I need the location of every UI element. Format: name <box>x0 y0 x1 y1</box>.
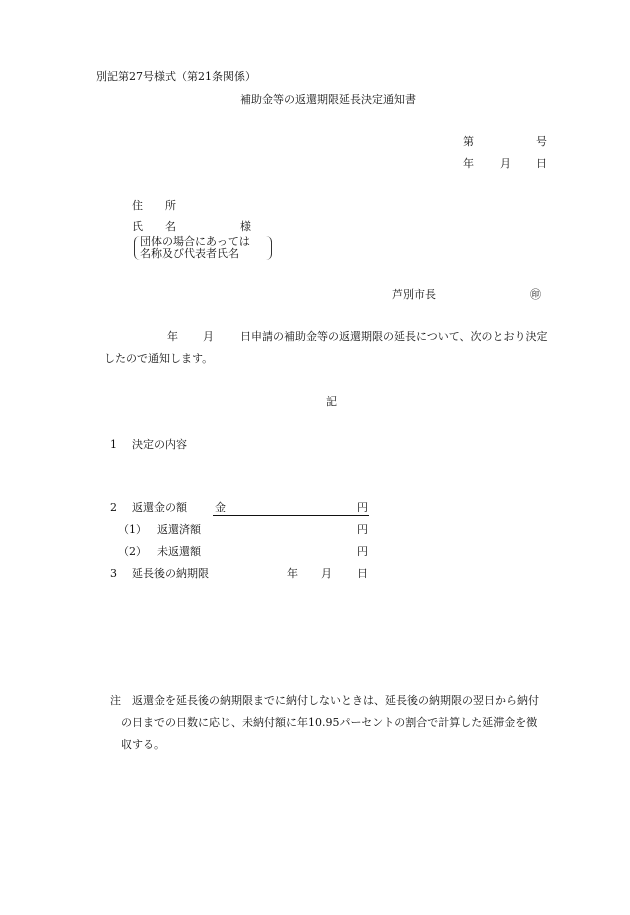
item2-kin: 金 <box>215 501 226 514</box>
date-year: 年 <box>463 157 474 170</box>
note-line2: の日までの日数に応じ、未納付額に年10.95パーセントの割合で計算した延滞金を徴 <box>121 716 538 729</box>
document-title: 補助金等の返還期限延長決定通知書 <box>240 93 416 106</box>
item3-day: 日 <box>357 567 368 580</box>
item1-number: 1 <box>110 438 117 451</box>
sub1-label: 返還済額 <box>157 523 201 536</box>
ki-heading: 記 <box>326 395 337 408</box>
item1-label: 決定の内容 <box>132 438 187 451</box>
note-line1: 返還金を延長後の納期限までに納付しないときは、延長後の納期限の翌日から納付 <box>132 694 539 707</box>
note-label: 注 <box>110 694 121 707</box>
sama-label: 様 <box>240 220 251 233</box>
seal-mark: ㊞ <box>530 288 541 301</box>
date-day: 日 <box>536 157 547 170</box>
item2-yen: 円 <box>357 501 368 514</box>
body-line1: 日申請の補助金等の返還期限の延長について、次のとおり決定 <box>240 330 548 343</box>
issuer-name: 芦別市長 <box>392 288 436 301</box>
sub2-yen: 円 <box>357 545 368 558</box>
addressee-note-line2: 名称及び代表者氏名 <box>140 247 239 260</box>
address-label: 住 所 <box>132 199 176 212</box>
item3-month: 月 <box>321 567 332 580</box>
item3-label: 延長後の納期限 <box>132 567 209 580</box>
body-month: 月 <box>203 330 214 343</box>
date-month: 月 <box>500 157 511 170</box>
form-number: 別記第27号様式（第21条関係） <box>96 70 256 83</box>
sub1-number: （1） <box>118 523 147 536</box>
ref-dai: 第 <box>463 135 474 148</box>
item3-number: 3 <box>110 567 117 580</box>
sub1-yen: 円 <box>357 523 368 536</box>
item2-number: 2 <box>110 501 117 514</box>
body-line2: したので通知します。 <box>104 352 214 365</box>
item3-year: 年 <box>287 567 298 580</box>
name-label: 氏 名 <box>132 220 176 233</box>
body-year: 年 <box>167 330 178 343</box>
item2-label: 返還金の額 <box>132 501 187 514</box>
sub2-number: （2） <box>118 545 147 558</box>
note-line3: 収する。 <box>121 738 165 751</box>
sub2-label: 未返還額 <box>157 545 201 558</box>
ref-go: 号 <box>536 135 547 148</box>
amount-underline <box>213 515 369 516</box>
addressee-note-line1: 団体の場合にあっては <box>140 235 250 248</box>
